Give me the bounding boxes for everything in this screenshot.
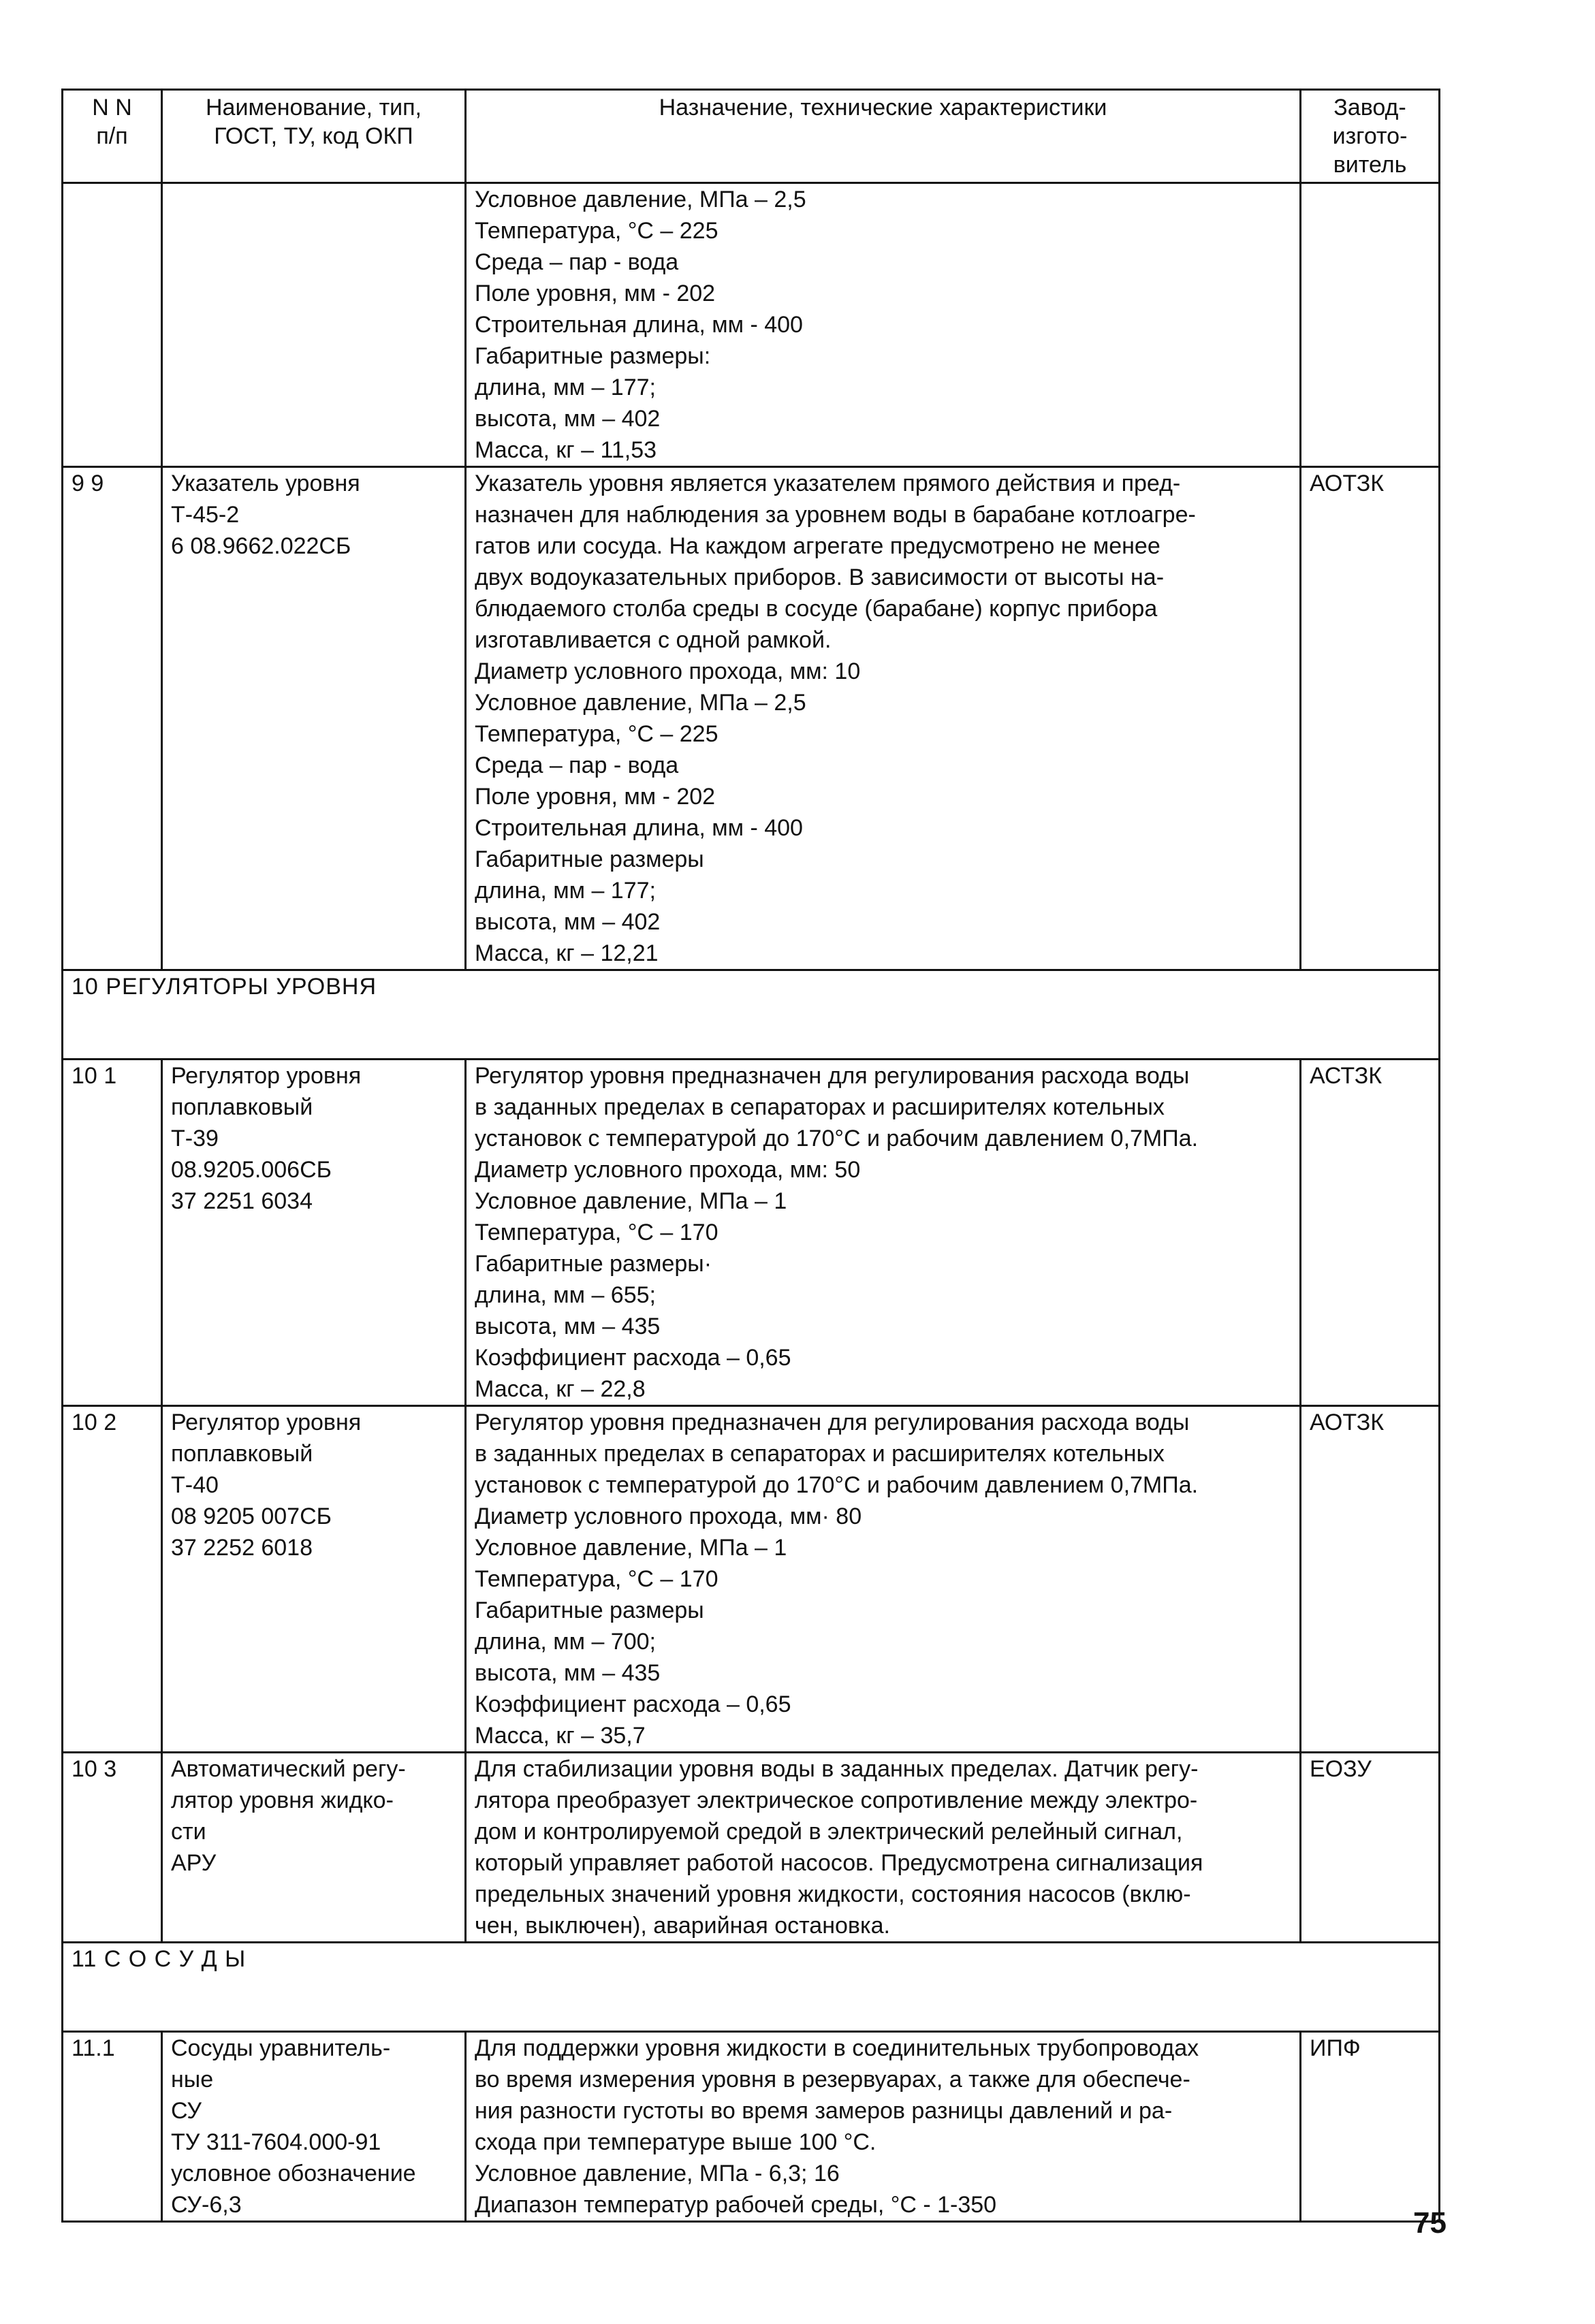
section-row (63, 970, 1440, 1060)
cell-name-line: условное обозначение (171, 2161, 416, 2186)
cell-desc-line: длина, мм – 177; (475, 878, 656, 904)
table-row (63, 1406, 1440, 1753)
cell-desc-line: Поле уровня, мм - 202 (475, 281, 716, 306)
header-desc-line: Назначение, технические характеристики (659, 95, 1107, 121)
table-row (63, 1060, 1440, 1406)
section-10 (63, 970, 1440, 1060)
cell-desc-line: Габаритные размеры: (475, 343, 711, 369)
cell-maker (1301, 2032, 1440, 2222)
section-title: 11 С О С У Д Ы (63, 1943, 1440, 2032)
cell-desc-line: лятора преобразует электрическое сопротивление между электро- (475, 1787, 1198, 1813)
table-row (63, 2032, 1440, 2222)
cell-desc (466, 467, 1301, 970)
cell-desc-line: в заданных пределах в сепараторах и расширителях котельных (475, 1094, 1165, 1120)
cell-desc (466, 1406, 1301, 1753)
cell-desc-line: Диаметр условного прохода, мм: 10 (475, 658, 861, 684)
cell-desc-line: Строительная длина, мм - 400 (475, 312, 803, 338)
cell-desc-line: во время измерения уровня в резервуарах, а также для обеспече- (475, 2067, 1190, 2092)
table-body-level-indicators (63, 183, 1440, 970)
cell-desc-line: Диаметр условного прохода, мм: 50 (475, 1157, 861, 1183)
cell-num (63, 467, 162, 970)
cell-maker (1301, 1406, 1440, 1753)
cell-desc-line: в заданных пределах в сепараторах и расширителях котельных (475, 1441, 1165, 1467)
cell-desc-line: длина, мм – 177; (475, 375, 656, 400)
cell-desc-line: двух водоуказательных приборов. В зависимости от высоты на- (475, 564, 1165, 590)
specification-table (61, 89, 1440, 2223)
cell-desc-line: высота, мм – 402 (475, 406, 661, 432)
header-maker-line: витель (1333, 152, 1407, 178)
cell-desc-line: высота, мм – 435 (475, 1660, 661, 1686)
cell-maker-line: ИПФ (1310, 2035, 1361, 2061)
cell-name-line: Регулятор уровня (171, 1410, 362, 1435)
cell-maker (1301, 1060, 1440, 1406)
cell-name-line: СУ (171, 2098, 202, 2124)
cell-name-line: Т-45-2 (171, 502, 240, 528)
cell-desc-line: предельных значений уровня жидкости, состояния насосов (вклю- (475, 1881, 1191, 1907)
cell-desc-line: Диапазон температур рабочей среды, °С - 1-350 (475, 2192, 997, 2218)
cell-desc-line: Масса, кг – 35,7 (475, 1723, 646, 1749)
cell-desc-line: Для поддержки уровня жидкости в соединительных трубопроводах (475, 2035, 1199, 2061)
cell-desc-line: Температура, °С – 225 (475, 721, 718, 747)
cell-name-line: 6 08.9662.022СБ (171, 533, 351, 559)
cell-desc-line: Масса, кг – 12,21 (475, 940, 659, 966)
cell-desc-line: Поле уровня, мм - 202 (475, 784, 716, 810)
cell-name-line: поплавковый (171, 1441, 313, 1467)
header-num (63, 90, 162, 183)
cell-desc-line: Температура, °С – 225 (475, 218, 718, 244)
cell-name-line: 37 2251 6034 (171, 1188, 313, 1214)
cell-name-line: Указатель уровня (171, 471, 360, 496)
header-num-line: п/п (96, 123, 128, 149)
cell-name-line: Т-40 (171, 1472, 219, 1498)
table-row (63, 183, 1440, 467)
cell-desc-line: длина, мм – 700; (475, 1629, 656, 1655)
cell-name-line: Сосуды уравнитель- (171, 2035, 391, 2061)
cell-desc-line: изготавливается с одной рамкой. (475, 627, 832, 653)
cell-desc-line: Габаритные размеры (475, 1597, 704, 1623)
page-number: 75 (1413, 2206, 1447, 2240)
table-body-level-regulators (63, 1060, 1440, 1943)
cell-num-line: 11.1 (72, 2035, 115, 2061)
cell-desc-line: высота, мм – 435 (475, 1314, 661, 1339)
header-maker-line: изгото- (1332, 123, 1408, 149)
cell-num-line: 10 2 (72, 1410, 117, 1435)
cell-desc-line: высота, мм – 402 (475, 909, 661, 935)
cell-desc-line: Коэффициент расхода – 0,65 (475, 1691, 791, 1717)
cell-desc-line: схода при температуре выше 100 °С. (475, 2129, 877, 2155)
cell-num (63, 1406, 162, 1753)
cell-name-line: 37 2252 6018 (171, 1535, 313, 1561)
cell-num (63, 1060, 162, 1406)
cell-name-line: Регулятор уровня (171, 1063, 362, 1089)
header-name-line: Наименование, тип, (205, 95, 422, 121)
cell-desc-line: Среда – пар - вода (475, 752, 679, 778)
cell-name (162, 467, 466, 970)
table-body-vessels (63, 2032, 1440, 2222)
cell-desc (466, 1060, 1301, 1406)
cell-desc-line: Диаметр условного прохода, мм· 80 (475, 1503, 862, 1529)
cell-name-line: сти (171, 1819, 206, 1845)
cell-desc-line: Регулятор уровня предназначен для регулирования расхода воды (475, 1410, 1190, 1435)
cell-desc-line: который управляет работой насосов. Предусмотрена сигнализация (475, 1850, 1203, 1876)
cell-desc-line: Масса, кг – 11,53 (475, 437, 657, 463)
cell-maker-line: АСТЗК (1310, 1063, 1383, 1089)
cell-desc-line: Указатель уровня является указателем прямого действия и пред- (475, 471, 1181, 496)
cell-desc (466, 2032, 1301, 2222)
cell-desc-line: назначен для наблюдения за уровнем воды в барабане котлоагре- (475, 502, 1196, 528)
cell-desc-line: Масса, кг – 22,8 (475, 1376, 646, 1402)
cell-desc-line: Условное давление, МПа – 1 (475, 1188, 787, 1214)
cell-num (63, 1753, 162, 1943)
table-row (63, 1753, 1440, 1943)
cell-desc-line: Регулятор уровня предназначен для регулирования расхода воды (475, 1063, 1190, 1089)
cell-name-line: СУ-6,3 (171, 2192, 242, 2218)
cell-desc-line: Условное давление, МПа – 1 (475, 1535, 787, 1561)
cell-maker (1301, 183, 1440, 467)
cell-desc-line: Температура, °С – 170 (475, 1566, 718, 1592)
cell-name-line: 08 9205 007СБ (171, 1503, 332, 1529)
cell-name-line: ТУ 311-7604.000-91 (171, 2129, 381, 2155)
cell-desc-line: блюдаемого столба среды в сосуде (барабане) корпус прибора (475, 596, 1158, 622)
cell-num-line: 9 9 (72, 471, 104, 496)
cell-name (162, 2032, 466, 2222)
cell-name-line: лятор уровня жидко- (171, 1787, 394, 1813)
cell-name (162, 1060, 466, 1406)
cell-maker (1301, 467, 1440, 970)
cell-desc-line: установок с температурой до 170°С и рабочим давлением 0,7МПа. (475, 1472, 1199, 1498)
cell-name-line: АРУ (171, 1850, 217, 1876)
header-desc (466, 90, 1301, 183)
cell-desc-line: Среда – пар - вода (475, 249, 679, 275)
section-row (63, 1943, 1440, 2032)
header-maker-line: Завод- (1333, 95, 1406, 121)
cell-name (162, 183, 466, 467)
cell-maker-line: АОТЗК (1310, 1410, 1385, 1435)
cell-desc-line: Коэффициент расхода – 0,65 (475, 1345, 791, 1371)
header-name-line: ГОСТ, ТУ, код ОКП (214, 123, 413, 149)
cell-desc-line: Строительная длина, мм - 400 (475, 815, 803, 841)
cell-desc-line: Габаритные размеры (475, 846, 704, 872)
cell-name-line: Автоматический регу- (171, 1756, 406, 1782)
cell-desc-line: гатов или сосуда. На каждом агрегате предусмотрено не менее (475, 533, 1160, 559)
cell-num-line: 10 3 (72, 1756, 117, 1782)
cell-desc-line: установок с температурой до 170°С и рабочим давлением 0,7МПа. (475, 1126, 1199, 1151)
cell-name-line: 08.9205.006СБ (171, 1157, 332, 1183)
cell-desc-line: Температура, °С – 170 (475, 1220, 718, 1245)
cell-name (162, 1753, 466, 1943)
cell-maker (1301, 1753, 1440, 1943)
header-maker (1301, 90, 1440, 183)
cell-desc-line: Условное давление, МПа – 2,5 (475, 690, 806, 716)
header-name (162, 90, 466, 183)
cell-desc (466, 1753, 1301, 1943)
cell-desc-line: Условное давление, МПа - 6,3; 16 (475, 2161, 840, 2186)
cell-num (63, 2032, 162, 2222)
cell-desc-line: чен, выключен), аварийная остановка. (475, 1913, 890, 1939)
table-row (63, 467, 1440, 970)
table-header-row (63, 90, 1440, 183)
cell-desc-line: Габаритные размеры· (475, 1251, 712, 1277)
cell-maker-line: АОТЗК (1310, 471, 1385, 496)
cell-desc-line: ния разности густоты во время замеров разницы давлений и ра- (475, 2098, 1173, 2124)
cell-desc-line: Для стабилизации уровня воды в заданных пределах. Датчик регу- (475, 1756, 1199, 1782)
section-11 (63, 1943, 1440, 2032)
cell-desc-line: дом и контролируемой средой в электрический релейный сигнал, (475, 1819, 1183, 1845)
cell-name-line: Т-39 (171, 1126, 219, 1151)
cell-name-line: ные (171, 2067, 214, 2092)
cell-name (162, 1406, 466, 1753)
cell-maker-line: ЕОЗУ (1310, 1756, 1372, 1782)
cell-desc (466, 183, 1301, 467)
cell-desc-line: длина, мм – 655; (475, 1282, 656, 1308)
cell-desc-line: Условное давление, МПа – 2,5 (475, 187, 806, 212)
header-num-line: N N (92, 95, 132, 121)
cell-num-line: 10 1 (72, 1063, 117, 1089)
cell-num (63, 183, 162, 467)
section-title: 10 РЕГУЛЯТОРЫ УРОВНЯ (63, 970, 1440, 1060)
cell-name-line: поплавковый (171, 1094, 313, 1120)
